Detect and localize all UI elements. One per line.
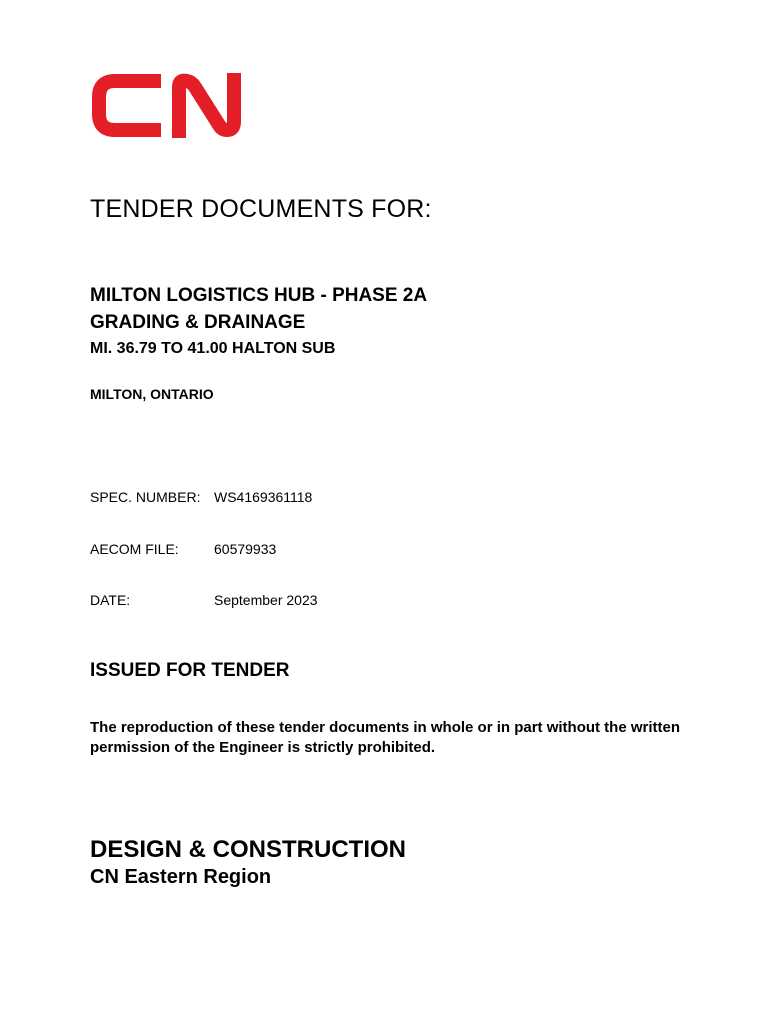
project-title: MILTON LOGISTICS HUB - PHASE 2A: [90, 285, 428, 306]
aecom-file-value: 60579933: [214, 541, 277, 557]
department-name: DESIGN & CONSTRUCTION: [90, 836, 407, 863]
date-label: DATE:: [90, 592, 131, 608]
region-name: CN Eastern Region: [90, 866, 272, 888]
reproduction-notice: The reproduction of these tender documents in whole or in part without the written permission of the Engineer is strictly prohibited.: [90, 719, 681, 756]
issued-status: ISSUED FOR TENDER: [90, 660, 290, 681]
project-location: MILTON, ONTARIO: [90, 386, 214, 402]
spec-number-value: WS4169361118: [214, 489, 313, 505]
aecom-file-label: AECOM FILE:: [90, 541, 179, 557]
project-mileage: MI. 36.79 TO 41.00 HALTON SUB: [90, 340, 336, 357]
date-value: September 2023: [214, 592, 318, 608]
project-subtitle: GRADING & DRAINAGE: [90, 312, 306, 333]
tender-heading: TENDER DOCUMENTS FOR:: [90, 195, 432, 223]
spec-number-label: SPEC. NUMBER:: [90, 489, 201, 505]
cn-logo: [91, 73, 249, 138]
